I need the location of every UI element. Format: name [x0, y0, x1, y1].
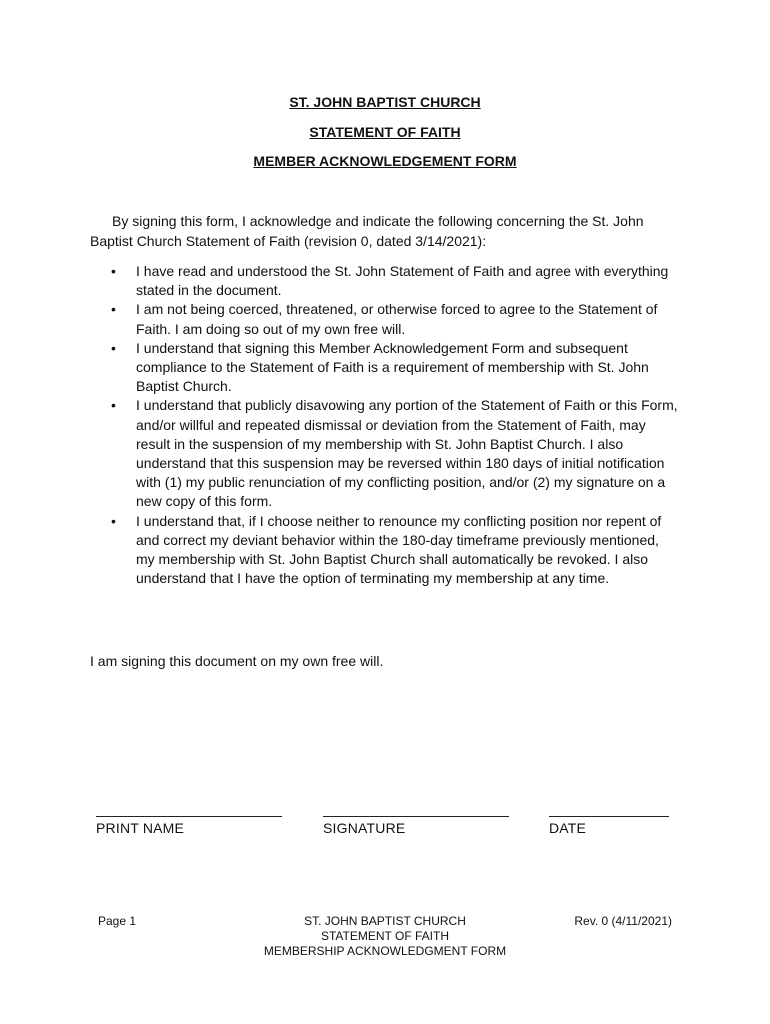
list-item: • I understand that signing this Member Acknowledgement Form and subsequent compliance to the Statement of Faith is a requirement of membership with St. John Baptist Church. [110, 339, 680, 397]
closing-statement: I am signing this document on my own free will. [90, 653, 384, 669]
date-label: DATE [549, 820, 587, 836]
statement-heading: STATEMENT OF FAITH [309, 124, 461, 140]
form-title-heading: MEMBER ACKNOWLEDGEMENT FORM [253, 153, 517, 169]
footer-form-name: MEMBERSHIP ACKNOWLEDGMENT FORM [263, 944, 507, 958]
footer-church-name: ST. JOHN BAPTIST CHURCH [304, 914, 466, 928]
print-name-label: PRINT NAME [96, 820, 185, 836]
signature-line[interactable] [323, 800, 509, 817]
page-number: Page 1 [98, 914, 137, 928]
acknowledgement-list [110, 262, 680, 588]
list-item: • I am not being coerced, threatened, or otherwise forced to agree to the Statement of Faith. I am doing so out of my own free will. [110, 300, 680, 338]
signature-field[interactable] [323, 800, 509, 836]
date-field[interactable] [549, 800, 669, 836]
list-item: • I have read and understood the St. John Statement of Faith and agree with everything stated in the document. [110, 262, 680, 300]
print-name-line[interactable] [96, 800, 282, 817]
list-item: • I understand that publicly disavowing any portion of the Statement of Faith or this Form, and/or willful and repeated dismissal or deviation from the Statement of Faith, may result in the suspension of my membership with St. John Baptist Church. I also understand that this suspension may be reversed within 180 days of initial notification with (1) my public renunciation of my conflicting position, and/or (2) my signature on a new copy of this form. [110, 396, 680, 511]
date-line[interactable] [549, 800, 669, 817]
signature-label: SIGNATURE [323, 820, 406, 836]
revision-label: Rev. 0 (4/11/2021) [574, 914, 672, 928]
print-name-field[interactable] [96, 800, 282, 836]
intro-paragraph: By signing this form, I acknowledge and indicate the following concerning the St. John Baptist Church Statement of Faith (revision 0, dated 3/14/2021): [90, 213, 644, 249]
list-item: • I understand that, if I choose neither to renounce my conflicting position nor repent of and correct my deviant behavior within the 180-day timeframe previously mentioned, my membership with St. John Baptist Church shall automatically be revoked. I also understand that I have the option of terminating my membership at any time. [110, 512, 680, 589]
church-name-heading: ST. JOHN BAPTIST CHURCH [289, 94, 481, 110]
footer-statement: STATEMENT OF FAITH [320, 929, 449, 943]
